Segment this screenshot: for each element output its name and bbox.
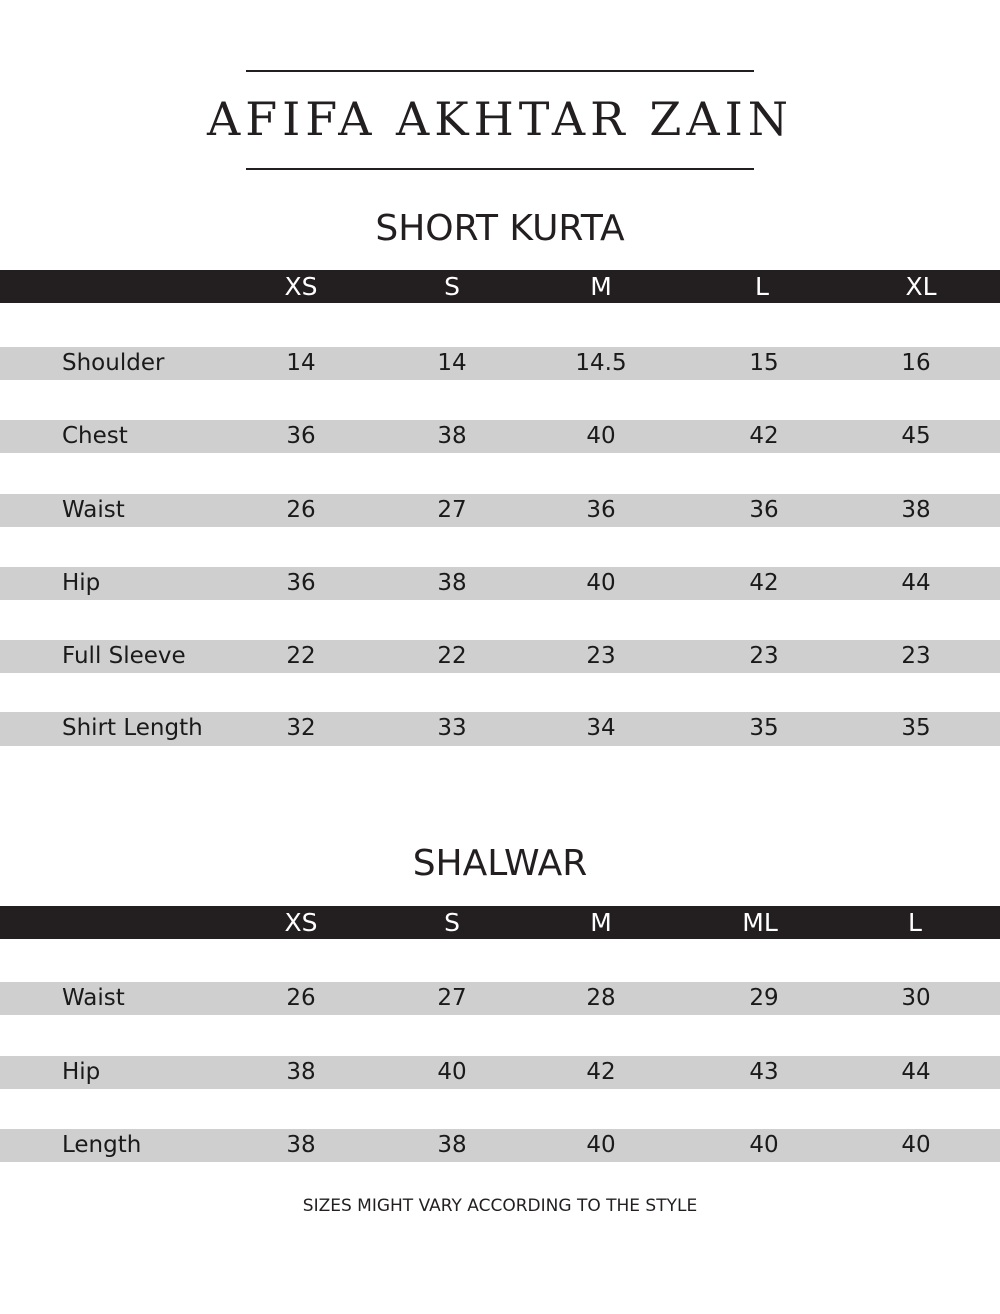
table-cell: 40: [749, 1132, 779, 1158]
table-cell: 26: [286, 985, 316, 1011]
table-cell: 38: [437, 570, 467, 596]
row-label: Shirt Length: [62, 715, 203, 741]
table-cell: 34: [586, 715, 616, 741]
table-row: [0, 982, 1000, 1015]
table-cell: 40: [586, 570, 616, 596]
row-label: Shoulder: [62, 350, 165, 376]
row-label: Chest: [62, 423, 128, 449]
table-cell: 38: [286, 1059, 316, 1085]
table-cell: 15: [749, 350, 779, 376]
size-header-cell: S: [444, 272, 460, 301]
size-header-cell: XL: [905, 272, 937, 301]
table-cell: 40: [901, 1132, 931, 1158]
table-cell: 38: [437, 423, 467, 449]
row-label: Length: [62, 1132, 142, 1158]
table-cell: 44: [901, 570, 931, 596]
table-cell: 27: [437, 985, 467, 1011]
table-cell: 42: [749, 570, 779, 596]
row-label: Hip: [62, 570, 101, 596]
brand-rule-bottom: [246, 168, 754, 170]
table-cell: 38: [286, 1132, 316, 1158]
row-label: Full Sleeve: [62, 643, 186, 669]
table-cell: 38: [437, 1132, 467, 1158]
table-cell: 26: [286, 497, 316, 523]
table-cell: 23: [901, 643, 931, 669]
table-cell: 35: [749, 715, 779, 741]
size-header-cell: L: [755, 272, 769, 301]
table-cell: 43: [749, 1059, 779, 1085]
table-cell: 27: [437, 497, 467, 523]
table-cell: 40: [586, 1132, 616, 1158]
table-cell: 23: [749, 643, 779, 669]
table-cell: 36: [749, 497, 779, 523]
size-header-cell: ML: [742, 908, 778, 937]
row-label: Waist: [62, 497, 125, 523]
size-header-cell: M: [590, 272, 612, 301]
table-cell: 40: [586, 423, 616, 449]
table-row: [0, 1056, 1000, 1089]
size-disclaimer: SIZES MIGHT VARY ACCORDING TO THE STYLE: [302, 1196, 698, 1216]
brand-name: AFIFA AKHTAR ZAIN: [206, 92, 793, 146]
table-cell: 30: [901, 985, 931, 1011]
brand-rule-top: [246, 70, 754, 72]
table-cell: 14: [437, 350, 467, 376]
table-cell: 36: [586, 497, 616, 523]
table-cell: 35: [901, 715, 931, 741]
size-header-cell: M: [590, 908, 612, 937]
table-cell: 22: [437, 643, 467, 669]
table-cell: 16: [901, 350, 931, 376]
table-row: [0, 494, 1000, 527]
table-cell: 29: [749, 985, 779, 1011]
table-cell: 14.5: [575, 350, 627, 376]
shalwar-title: SHALWAR: [412, 843, 588, 884]
table-cell: 36: [286, 570, 316, 596]
table-row: [0, 347, 1000, 380]
shalwar-size-header: [0, 906, 1000, 939]
table-cell: 42: [749, 423, 779, 449]
table-cell: 14: [286, 350, 316, 376]
table-row: [0, 640, 1000, 673]
table-cell: 38: [901, 497, 931, 523]
table-cell: 45: [901, 423, 931, 449]
table-cell: 40: [437, 1059, 467, 1085]
short-kurta-title: SHORT KURTA: [375, 208, 625, 249]
short-kurta-size-header: [0, 270, 1000, 303]
size-header-cell: L: [908, 908, 922, 937]
table-cell: 22: [286, 643, 316, 669]
table-cell: 33: [437, 715, 467, 741]
table-cell: 44: [901, 1059, 931, 1085]
table-cell: 32: [286, 715, 316, 741]
table-cell: 42: [586, 1059, 616, 1085]
size-header-cell: S: [444, 908, 460, 937]
row-label: Waist: [62, 985, 125, 1011]
table-cell: 28: [586, 985, 616, 1011]
row-label: Hip: [62, 1059, 101, 1085]
size-header-cell: XS: [284, 908, 318, 937]
size-header-cell: XS: [284, 272, 318, 301]
table-row: [0, 712, 1000, 746]
table-row: [0, 567, 1000, 600]
table-row: [0, 420, 1000, 453]
table-row: [0, 1129, 1000, 1162]
table-cell: 36: [286, 423, 316, 449]
table-cell: 23: [586, 643, 616, 669]
